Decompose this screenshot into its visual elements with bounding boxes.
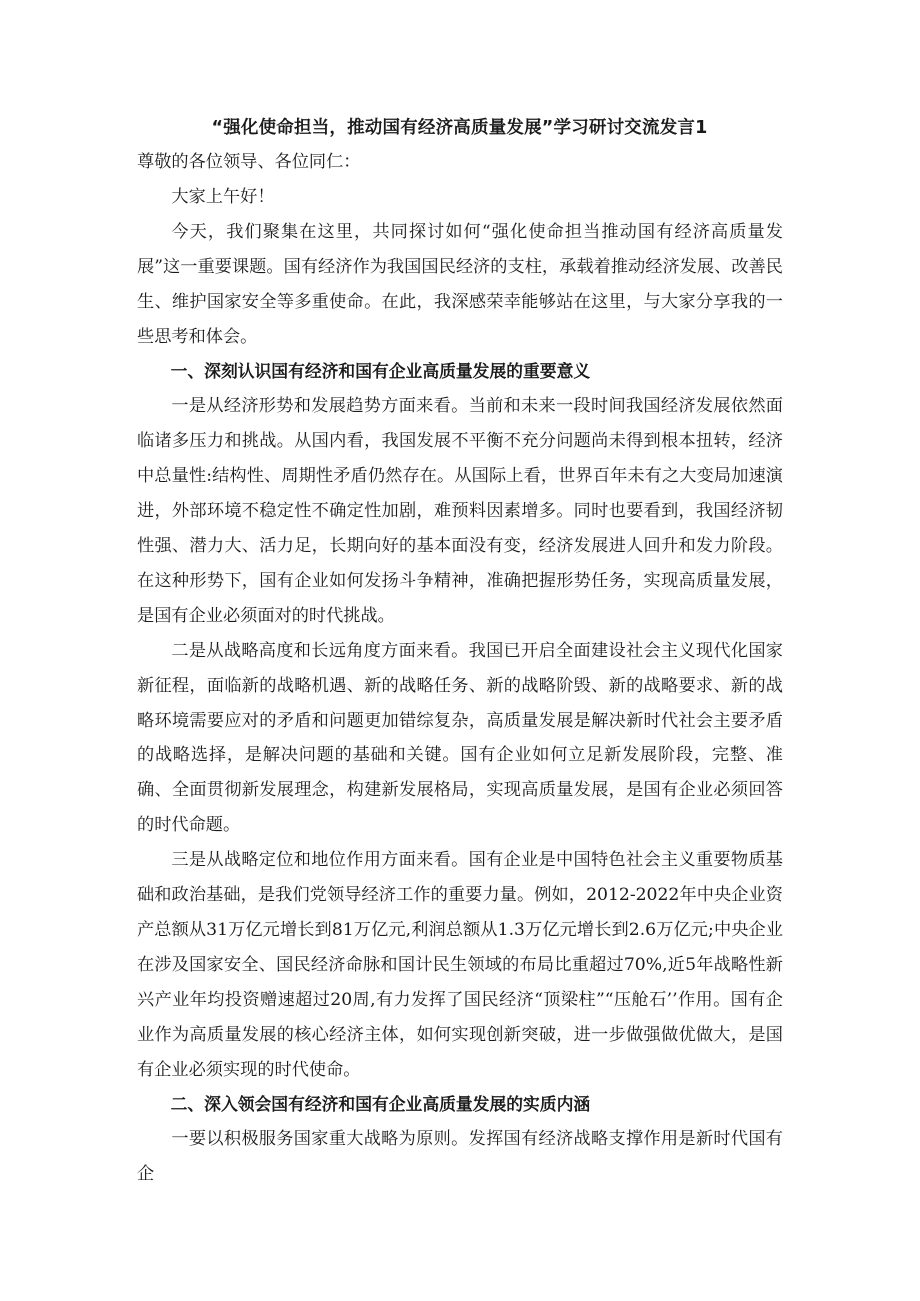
- greeting: 大家上午好！: [171, 186, 275, 207]
- document-body: [137, 145, 783, 1192]
- section-1-heading: 一、深刻认识国有经济和国有企业高质量发展的重要意义: [170, 361, 591, 382]
- section-2-paragraph-1: 一要以积极服务国家重大战略为原则。发挥国有经济战略支撑作用是新时代国有企: [137, 1129, 783, 1185]
- section-2-heading: 二、深入领会国有经济和国有企业高质量发展的实质内涵: [170, 1094, 591, 1115]
- document-title: “强化使命担当，推动国有经济高质量发展”学习研讨交流发言1: [211, 118, 708, 138]
- section-1-paragraph-3: 三是从战略定位和地位作用方面来看。国有企业是中国特色社会主义重要物质基础和政治基础，是我们党领导经济工作的重要力量。例如，2012-2022年中央企业资产总额从31万亿元增长到81万亿元,利润总额从1.3万亿元增长到2.6万亿元;中央企业在涉及国家安全、国民经济命脉和国计民生领域的布局比重超过70%,近5年战略性新兴产业年均投资赠速超过20周,有力发挥了国民经济“顶梁柱”“压舱石’’作用。国有企业作为高质量发展的核心经济主体，如何实现创新突破，进一步做强做优做大，是国有企业必须实现的时代使命。: [137, 850, 783, 1080]
- section-1-paragraph-2: 二是从战略高度和长远角度方面来看。我国已开启全面建设社会主义现代化国家新征程，面临新的战略机遇、新的战略任务、新的战略阶毁、新的战略要求、新的战略环境需要应对的矛盾和问题更加错综复杂，高质量发展是解决新时代社会主要矛盾的战略选择，是解决问题的基础和关键。国有企业如何立足新发展阶段，完整、准确、全面贯彻新发展理念，构建新发展格局，实现高质量发展，是国有企业必须回答的时代命题。: [137, 640, 783, 836]
- section-1-paragraph-1: 一是从经济形势和发展趋势方面来看。当前和未来一段时间我国经济发展依然面临诸多压力和挑战。从国内看，我国发展不平衡不充分问题尚未得到根本扭转，经济中总量性:结构性、周期性矛盾仍然存在。从国际上看，世界百年未有之大变局加速演进，外部环境不稳定性不确定性加剧，难预料因素增多。同时也要看到，我国经济韧性强、潜力大、活力足，长期向好的基本面没有变，经济发展进人回升和发力阶段。在这种形势下，国有企业如何发扬斗争精神，准确把握形势任务，实现高质量发展，是国有企业必须面对的时代挑战。: [137, 396, 783, 626]
- salutation: 尊敬的各位领导、各位同仁：: [137, 152, 361, 172]
- intro-paragraph: 今天，我们聚集在这里，共同探讨如何“强化使命担当推动国有经济高质量发展”这一重要课题。国有经济作为我国国民经济的支柱，承载着推动经济发展、改善民生、维护国家安全等多重使命。在此，我深感荣幸能够站在这里，与大家分享我的一些思考和体会。: [137, 221, 783, 347]
